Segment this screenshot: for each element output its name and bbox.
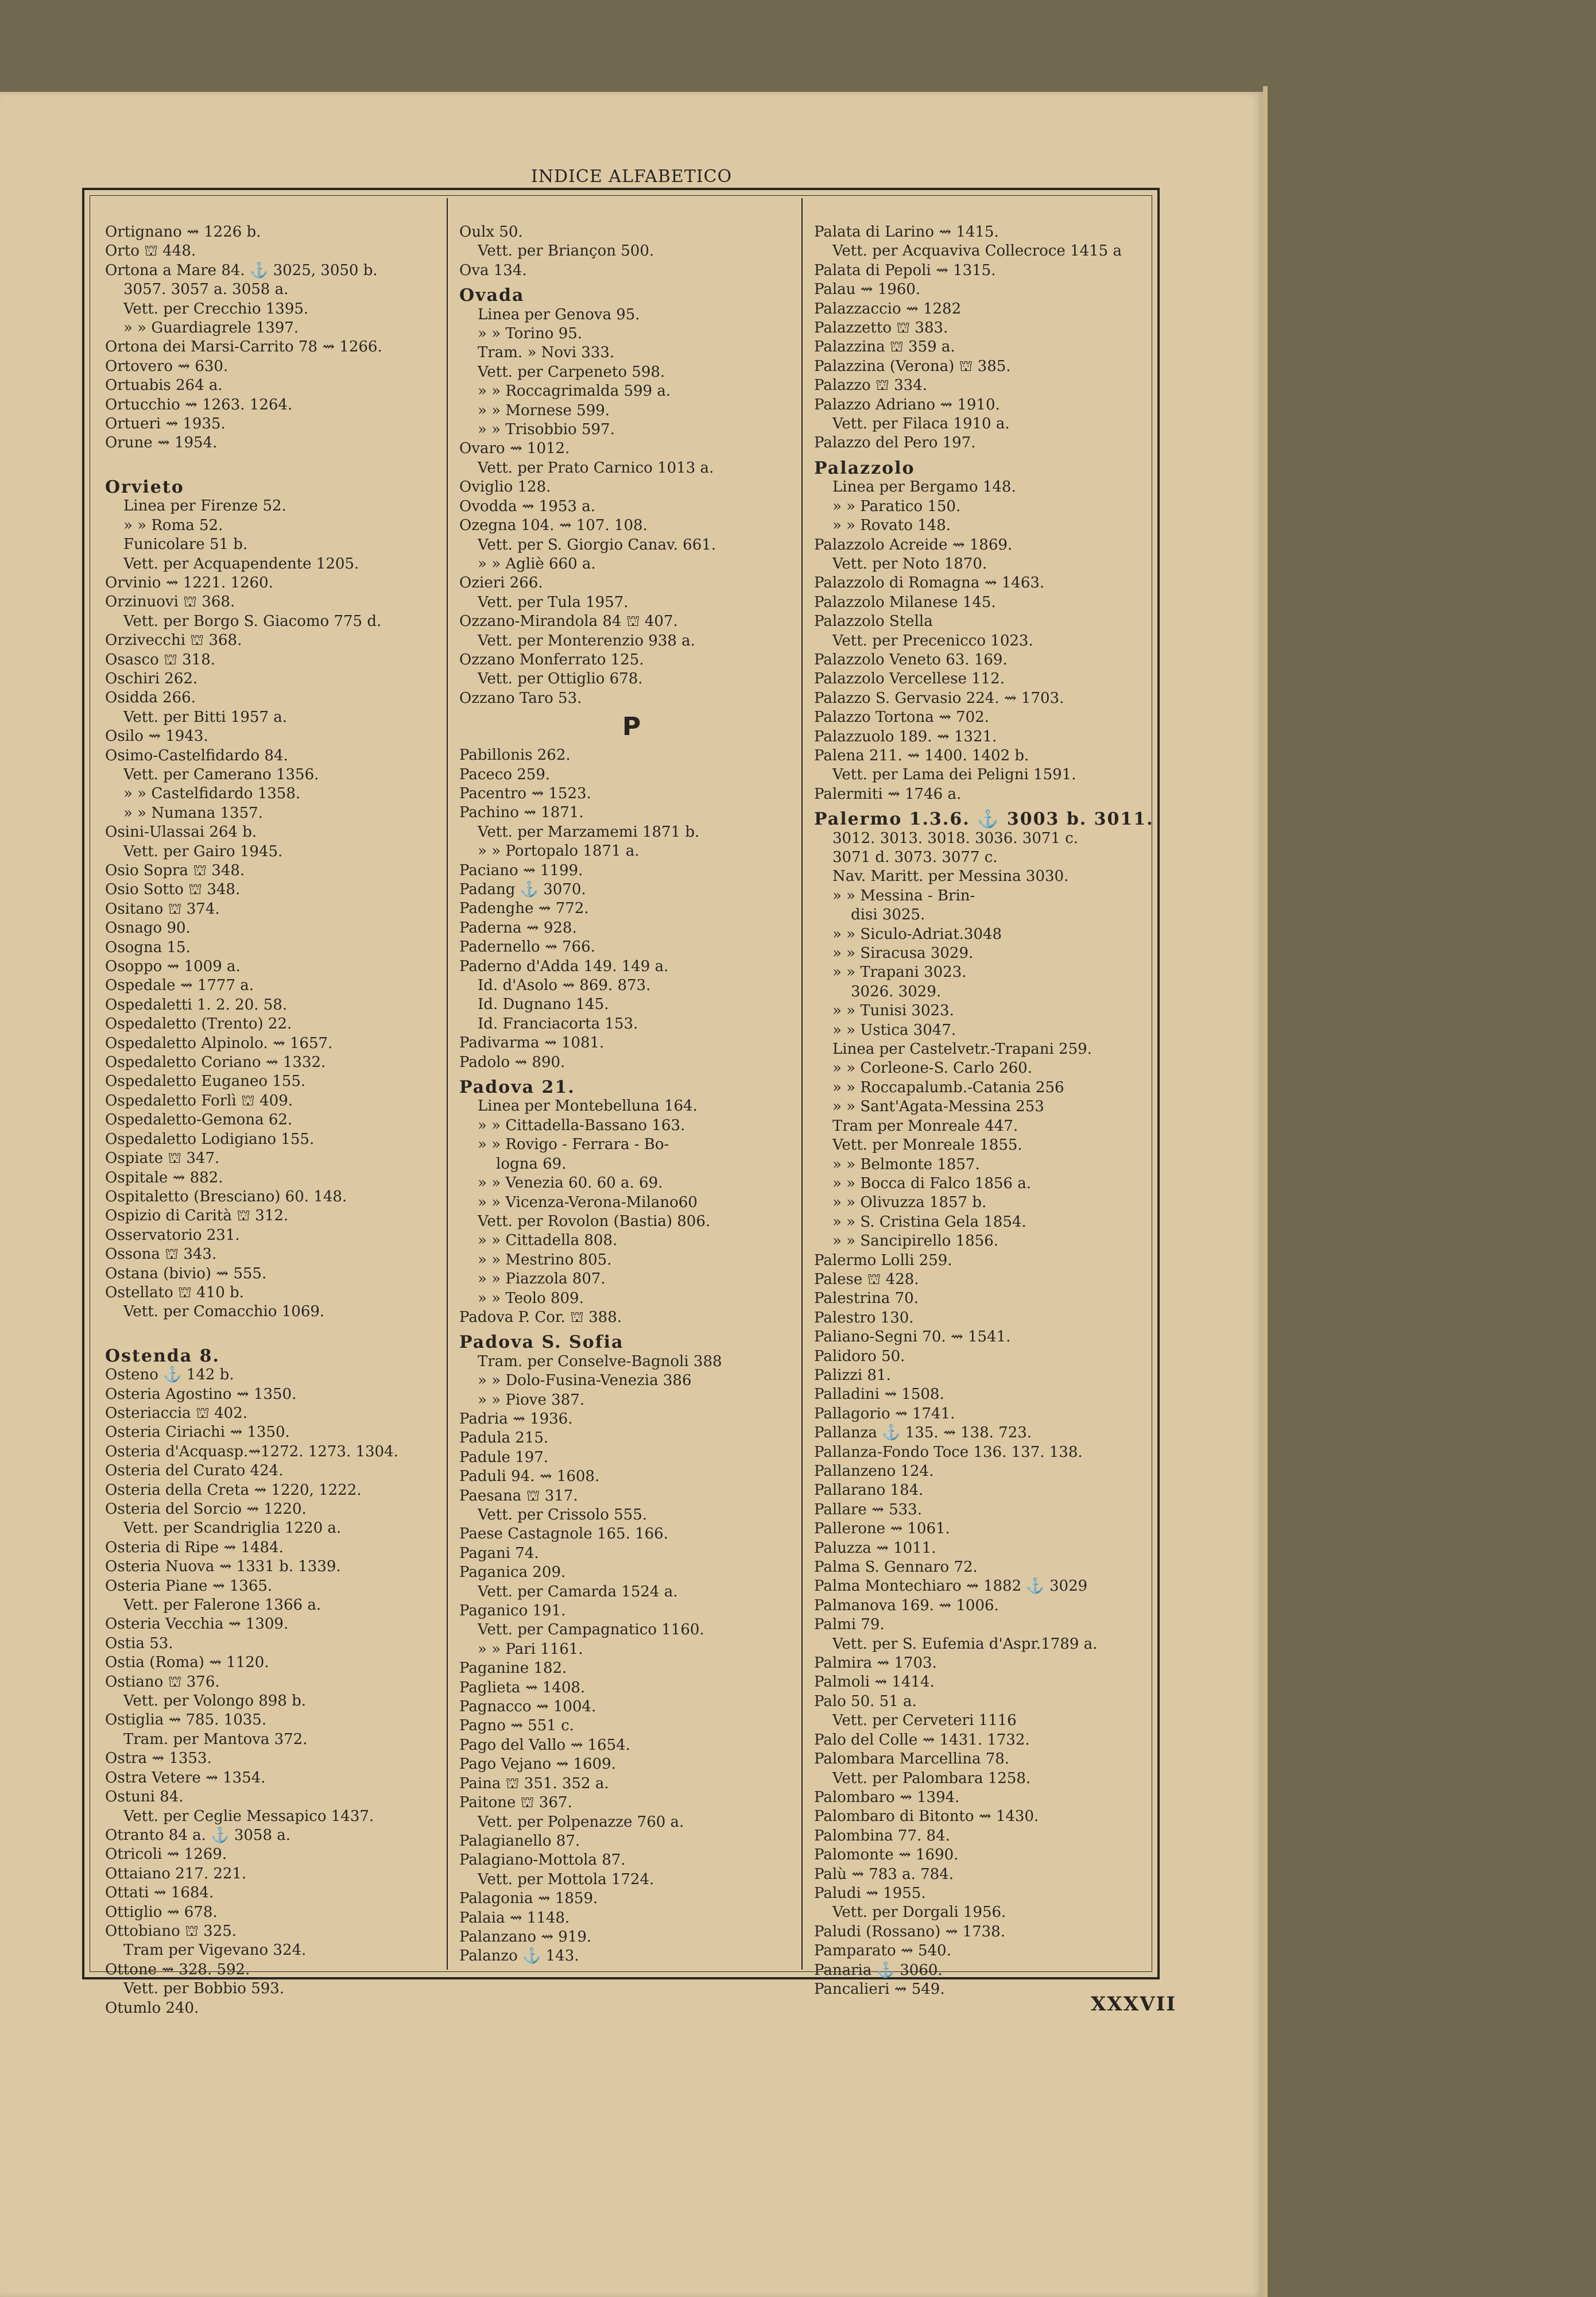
index-entry: Padria ⇝ 1936.: [459, 1410, 573, 1428]
index-entry: Palo del Colle ⇝ 1431. 1732.: [814, 1731, 1030, 1749]
section-letter: P: [622, 712, 641, 742]
index-entry: Vett. per Filaca 1910 a.: [832, 415, 1010, 433]
index-entry: Ovaro ⇝ 1012.: [459, 440, 570, 458]
index-entry: Palazzolo Milanese 145.: [814, 593, 996, 611]
index-entry: Palagianello 87.: [459, 1832, 580, 1850]
index-entry: Tram. per Conselve-Bagnoli 388: [478, 1352, 722, 1370]
index-entry: » » Rovato 148.: [832, 517, 951, 535]
index-entry: Ortueri ⇝ 1935.: [105, 415, 226, 433]
index-entry: Vett. per Monreale 1855.: [832, 1136, 1022, 1154]
index-entry: Palazzo del Pero 197.: [814, 434, 976, 452]
index-entry: Orzinuovi ⛫ 368.: [105, 593, 235, 611]
index-entry: Ostia (Roma) ⇝ 1120.: [105, 1654, 269, 1672]
index-entry: Vett. per Cerveteri 1116: [832, 1712, 1017, 1730]
index-entry: Id. d'Asolo ⇝ 869. 873.: [478, 977, 651, 995]
index-entry: Palmira ⇝ 1703.: [814, 1654, 937, 1672]
index-entry: Palazzo Adriano ⇝ 1910.: [814, 396, 1000, 413]
index-entry: Paliano-Segni 70. ⇝ 1541.: [814, 1328, 1011, 1346]
index-entry: » » Teolo 809.: [478, 1289, 584, 1307]
index-entry: Palazzina ⛫ 359 a.: [814, 338, 955, 356]
index-entry: Palata di Pepoli ⇝ 1315.: [814, 261, 996, 279]
index-entry: Palombara Marcellina 78.: [814, 1750, 1010, 1768]
index-entry: Tram per Vigevano 324.: [123, 1942, 307, 1959]
index-entry: Palmoli ⇝ 1414.: [814, 1673, 935, 1691]
index-entry: Palidoro 50.: [814, 1347, 905, 1365]
index-entry: Paglieta ⇝ 1408.: [459, 1679, 586, 1696]
index-entry: » » Numana 1357.: [123, 804, 263, 822]
index-entry: » » Trisobbio 597.: [478, 421, 615, 439]
index-entry: Osnago 90.: [105, 919, 191, 937]
index-entry: » » Siculo-Adriat.3048: [832, 925, 1002, 943]
index-entry: » » Tunisi 3023.: [832, 1002, 954, 1020]
index-entry: » » Sancipirello 1856.: [832, 1232, 999, 1250]
index-entry: Osteria del Sorcio ⇝ 1220.: [105, 1501, 307, 1518]
index-heading: Palazzolo: [814, 458, 915, 478]
index-entry: Ozegna 104. ⇝ 107. 108.: [459, 517, 648, 535]
index-entry: Palazzo ⛫ 334.: [814, 377, 928, 395]
index-entry: Pabillonis 262.: [459, 747, 571, 764]
index-entry: Paina ⛫ 351. 352 a.: [459, 1774, 609, 1792]
index-entry: Id. Franciacorta 153.: [478, 1015, 638, 1033]
index-entry: Palo 50. 51 a.: [814, 1692, 917, 1710]
index-entry: Vett. per Camerano 1356.: [123, 765, 319, 783]
index-entry: » » Portopalo 1871 a.: [478, 842, 640, 860]
index-entry: Palestrina 70.: [814, 1290, 919, 1308]
index-entry: Vett. per Polpenazze 760 a.: [478, 1813, 684, 1831]
index-entry: » » Ustica 3047.: [832, 1021, 956, 1039]
index-entry: Ostra ⇝ 1353.: [105, 1750, 212, 1768]
index-entry: Ospiate ⛫ 347.: [105, 1150, 220, 1167]
index-entry: Pallare ⇝ 533.: [814, 1501, 922, 1518]
index-entry: » » Cittadella 808.: [478, 1232, 618, 1250]
index-entry: Osteria d'Acquasp.⇝1272. 1273. 1304.: [105, 1443, 398, 1460]
index-entry: Vett. per Gairo 1945.: [123, 842, 283, 860]
index-heading: Ovada: [459, 285, 525, 306]
index-entry: disi 3025.: [851, 906, 925, 924]
index-entry: » » S. Cristina Gela 1854.: [832, 1213, 1026, 1231]
index-entry: Orune ⇝ 1954.: [105, 434, 218, 452]
index-entry: Pallagorio ⇝ 1741.: [814, 1405, 955, 1422]
index-entry: » » Piazzola 807.: [478, 1270, 606, 1288]
index-entry: Vett. per Acquaviva Collecroce 1415 a: [832, 242, 1122, 260]
index-column-1: [105, 223, 450, 2017]
index-entry: Palazzina (Verona) ⛫ 385.: [814, 357, 1011, 375]
index-entry: [105, 1322, 450, 1341]
index-entry: Vett. per Crecchio 1395.: [123, 300, 309, 318]
index-entry: Osoppo ⇝ 1009 a.: [105, 958, 241, 976]
index-entry: Vett. per Monterenzio 938 a.: [478, 632, 695, 649]
index-entry: Palena 211. ⇝ 1400. 1402 b.: [814, 747, 1029, 764]
index-entry: Vett. per Carpeneto 598.: [478, 363, 665, 381]
index-entry: Ossona ⛫ 343.: [105, 1246, 217, 1263]
index-entry: » » Sant'Agata-Messina 253: [832, 1098, 1044, 1116]
index-entry: Ottone ⇝ 328. 592.: [105, 1960, 250, 1978]
index-entry: » » Roccapalumb.-Catania 256: [832, 1078, 1064, 1096]
index-entry: Ospedale ⇝ 1777 a.: [105, 977, 254, 995]
index-entry: Ostana (bivio) ⇝ 555.: [105, 1264, 267, 1282]
index-entry: Pacentro ⇝ 1523.: [459, 784, 591, 802]
index-entry: logna 69.: [496, 1155, 567, 1173]
index-entry: Palazzo Tortona ⇝ 702.: [814, 709, 989, 726]
index-entry: Ozzano-Mirandola 84 ⛫ 407.: [459, 613, 678, 631]
index-entry: Ottiglio ⇝ 678.: [105, 1903, 218, 1921]
index-entry: Ortona a Mare 84. ⚓ 3025, 3050 b.: [105, 261, 378, 279]
index-entry: Pachino ⇝ 1871.: [459, 804, 584, 822]
index-entry: Palanzano ⇝ 919.: [459, 1928, 592, 1946]
index-entry: » » Dolo-Fusina-Venezia 386: [478, 1372, 692, 1390]
index-entry: Padova P. Cor. ⛫ 388.: [459, 1308, 622, 1326]
index-entry: » » Mornese 599.: [478, 401, 610, 419]
index-entry: Paderna ⇝ 928.: [459, 919, 577, 937]
index-entry: Palladini ⇝ 1508.: [814, 1386, 944, 1403]
index-entry: Palese ⛫ 428.: [814, 1270, 919, 1288]
index-entry: Paganico 191.: [459, 1602, 566, 1620]
page-edge: [1263, 86, 1268, 2297]
index-entry: Padivarma ⇝ 1081.: [459, 1034, 605, 1052]
index-entry: Linea per Montebelluna 164.: [478, 1097, 698, 1115]
index-entry: Ova 134.: [459, 261, 527, 279]
index-entry: Pagani 74.: [459, 1544, 539, 1562]
index-entry: Palermo Lolli 259.: [814, 1251, 952, 1269]
index-entry: Vett. per Mottola 1724.: [478, 1870, 654, 1888]
index-entry: » » Piove 387.: [478, 1391, 585, 1409]
index-entry: » » Agliè 660 a.: [478, 555, 596, 573]
index-entry: Vett. per Falerone 1366 a.: [123, 1596, 321, 1614]
index-entry: Pagnacco ⇝ 1004.: [459, 1698, 596, 1716]
index-entry: Ostuni 84.: [105, 1788, 184, 1806]
index-entry: Panaria ⚓ 3060.: [814, 1961, 943, 1979]
index-entry: » » Venezia 60. 60 a. 69.: [478, 1174, 663, 1192]
index-entry: Palau ⇝ 1960.: [814, 281, 921, 299]
index-entry: Vett. per S. Giorgio Canav. 661.: [478, 536, 716, 554]
index-entry: Palazzolo Stella: [814, 613, 933, 631]
index-entry: Palagiano-Mottola 87.: [459, 1851, 626, 1869]
index-heading: Padova S. Sofia: [459, 1332, 624, 1353]
index-entry: Vett. per Noto 1870.: [832, 555, 987, 573]
index-entry: » » Guardiagrele 1397.: [123, 319, 299, 337]
index-entry: Ostiglia ⇝ 785. 1035.: [105, 1711, 267, 1729]
index-entry: Ospedaletti 1. 2. 20. 58.: [105, 996, 288, 1014]
index-entry: Ospedaletto Euganeo 155.: [105, 1073, 306, 1091]
index-entry: Vett. per Lama dei Peligni 1591.: [832, 766, 1076, 784]
index-entry: Pallarano 184.: [814, 1482, 924, 1499]
index-entry: Ostra Vetere ⇝ 1354.: [105, 1769, 266, 1786]
index-entry: Otricoli ⇝ 1269.: [105, 1846, 227, 1863]
index-entry: Osilo ⇝ 1943.: [105, 728, 208, 745]
index-entry: Ortuabis 264 a.: [105, 377, 223, 395]
index-entry: Osimo-Castelfidardo 84.: [105, 747, 288, 764]
index-entry: Palazzuolo 189. ⇝ 1321.: [814, 728, 997, 745]
index-entry: Pallanza ⚓ 135. ⇝ 138. 723.: [814, 1424, 1032, 1442]
index-entry: Paderno d'Adda 149. 149 a.: [459, 957, 669, 975]
index-entry: Osogna 15.: [105, 938, 191, 956]
index-entry: Palazzaccio ⇝ 1282: [814, 300, 962, 318]
index-entry: Palombina 77. 84.: [814, 1827, 950, 1844]
index-entry: Osteria del Curato 424.: [105, 1462, 284, 1480]
index-entry: Palestro 130.: [814, 1309, 914, 1327]
index-entry: Osteriaccia ⛫ 402.: [105, 1404, 247, 1422]
index-entry: Palmi 79.: [814, 1616, 885, 1634]
index-entry: Orvinio ⇝ 1221. 1260.: [105, 574, 273, 591]
index-entry: 3071 d. 3073. 3077 c.: [832, 849, 998, 866]
index-entry: Palombaro ⇝ 1394.: [814, 1788, 960, 1806]
index-entry: Vett. per Crissolo 555.: [478, 1506, 648, 1523]
page-header-title: INDICE ALFABETICO: [530, 167, 733, 187]
index-entry: Oschiri 262.: [105, 670, 198, 687]
index-column-2: [459, 223, 804, 1969]
index-entry: Paganine 182.: [459, 1660, 567, 1677]
index-entry: Ortona dei Marsi-Carrito 78 ⇝ 1266.: [105, 338, 382, 356]
index-heading: Padova 21.: [459, 1077, 575, 1098]
index-entry: » » Cittadella-Bassano 163.: [478, 1116, 685, 1134]
index-entry: Osteria Piane ⇝ 1365.: [105, 1577, 273, 1595]
index-entry: Orzivecchi ⛫ 368.: [105, 632, 242, 649]
index-entry: Linea per Castelvetr.-Trapani 259.: [832, 1041, 1092, 1058]
index-entry: Palanzo ⚓ 143.: [459, 1947, 579, 1965]
index-entry: Osservatorio 231.: [105, 1226, 240, 1244]
index-entry: Padula 215.: [459, 1429, 549, 1447]
index-entry: Paganica 209.: [459, 1564, 566, 1581]
index-entry: Osteno ⚓ 142 b.: [105, 1366, 234, 1384]
index-entry: Osteria Agostino ⇝ 1350.: [105, 1385, 297, 1403]
index-entry: Palermiti ⇝ 1746 a.: [814, 785, 962, 803]
index-entry: Ospedaletto-Gemona 62.: [105, 1111, 293, 1129]
index-entry: » » Roccagrimalda 599 a.: [478, 382, 671, 400]
index-entry: Pallanza-Fondo Toce 136. 137. 138.: [814, 1443, 1083, 1461]
index-entry: Vett. per Bobbio 593.: [123, 1980, 285, 1998]
index-entry: Palata di Larino ⇝ 1415.: [814, 223, 999, 241]
index-entry: Vett. per Dorgali 1956.: [832, 1904, 1006, 1921]
index-entry: Palazzolo di Romagna ⇝ 1463.: [814, 574, 1045, 592]
index-entry: » » Messina - Brin-: [832, 887, 975, 904]
index-entry: Tram per Monreale 447.: [832, 1117, 1018, 1135]
index-entry: Vett. per Camarda 1524 a.: [478, 1583, 678, 1600]
index-entry: Osteria Nuova ⇝ 1331 b. 1339.: [105, 1558, 341, 1576]
index-entry: Osio Sotto ⛫ 348.: [105, 881, 241, 899]
index-entry: Nav. Maritt. per Messina 3030.: [832, 868, 1069, 885]
index-entry: Padolo ⇝ 890.: [459, 1053, 565, 1071]
index-entry: Vett. per Borgo S. Giacomo 775 d.: [123, 612, 382, 630]
index-entry: Ospedaletto Coriano ⇝ 1332.: [105, 1054, 326, 1072]
index-entry: Pallerone ⇝ 1061.: [814, 1520, 950, 1538]
index-entry: » » Castelfidardo 1358.: [123, 785, 301, 803]
index-entry: Ostiano ⛫ 376.: [105, 1673, 220, 1691]
index-entry: Osio Sopra ⛫ 348.: [105, 862, 245, 879]
index-entry: Vett. per Volongo 898 b.: [123, 1692, 307, 1710]
index-entry: Osini-Ulassai 264 b.: [105, 823, 257, 841]
index-entry: Orto ⛫ 448.: [105, 242, 196, 260]
index-entry: Osteria Vecchia ⇝ 1309.: [105, 1615, 289, 1633]
index-entry: Ospedaletto (Trento) 22.: [105, 1015, 292, 1033]
index-entry: Vett. per Acquapendente 1205.: [123, 555, 359, 573]
index-entry: Ospizio di Carità ⛫ 312.: [105, 1207, 289, 1225]
index-entry: Otranto 84 a. ⚓ 3058 a.: [105, 1826, 291, 1844]
index-entry: Paitone ⛫ 367.: [459, 1794, 572, 1812]
index-entry: Palma Montechiaro ⇝ 1882 ⚓ 3029: [814, 1577, 1088, 1595]
index-heading: Ostenda 8.: [105, 1345, 220, 1366]
index-heading: Orvieto: [105, 477, 184, 497]
index-entry: Palmanova 169. ⇝ 1006.: [814, 1596, 999, 1614]
index-entry: Funicolare 51 b.: [123, 536, 248, 554]
index-entry: Vett. per Scandriglia 1220 a.: [123, 1519, 342, 1537]
index-entry: » » Pari 1161.: [478, 1640, 583, 1658]
index-entry: » » Trapani 3023.: [832, 964, 967, 981]
index-entry: » » Roma 52.: [123, 516, 223, 534]
index-entry: Pamparato ⇝ 540.: [814, 1942, 951, 1960]
index-entry: Paciano ⇝ 1199.: [459, 861, 583, 879]
index-entry: Pallanzeno 124.: [814, 1463, 934, 1480]
index-entry: Ottobiano ⛫ 325.: [105, 1922, 237, 1940]
index-entry: Linea per Bergamo 148.: [832, 478, 1016, 496]
index-entry: » » Rovigo - Ferrara - Bo-: [478, 1136, 669, 1154]
index-entry: Vett. per Ottiglio 678.: [478, 670, 643, 688]
index-entry: Palombaro di Bitonto ⇝ 1430.: [814, 1808, 1039, 1826]
index-entry: Vett. per Prato Carnico 1013 a.: [478, 459, 714, 477]
index-entry: Pagno ⇝ 551 c.: [459, 1717, 574, 1735]
index-entry: Vett. per Briançon 500.: [478, 242, 654, 260]
index-entry: » » Vicenza-Verona-Milano60: [478, 1193, 698, 1211]
index-entry: Vett. per Marzamemi 1871 b.: [478, 823, 700, 841]
index-entry: Id. Dugnano 145.: [478, 996, 609, 1014]
index-entry: Ostellato ⛫ 410 b.: [105, 1283, 244, 1301]
index-entry: Padenghe ⇝ 772.: [459, 900, 589, 918]
index-column-3: [814, 223, 1159, 1998]
index-entry: 3026. 3029.: [851, 983, 942, 1000]
index-entry: » » Siracusa 3029.: [832, 945, 974, 962]
index-entry: Linea per Genova 95.: [478, 306, 640, 323]
index-entry: Padernello ⇝ 766.: [459, 938, 595, 956]
index-entry: Osidda 266.: [105, 689, 196, 707]
index-entry: Oulx 50.: [459, 223, 523, 241]
index-entry: Palomonte ⇝ 1690.: [814, 1846, 959, 1864]
index-entry: Ozzano Taro 53.: [459, 689, 582, 707]
index-entry: Osteria della Creta ⇝ 1220, 1222.: [105, 1481, 362, 1499]
index-entry: Padang ⚓ 3070.: [459, 881, 586, 898]
index-entry: » » Bocca di Falco 1856 a.: [832, 1174, 1031, 1192]
index-entry: Palizzi 81.: [814, 1366, 891, 1384]
page-number: XXXVII: [1091, 1993, 1177, 2016]
index-entry: Paludi (Rossano) ⇝ 1738.: [814, 1923, 1005, 1940]
index-entry: Vett. per Precenicco 1023.: [832, 632, 1033, 649]
index-entry: Pago del Vallo ⇝ 1654.: [459, 1736, 630, 1754]
index-entry: Palù ⇝ 783 a. 784.: [814, 1865, 954, 1883]
index-entry: Otumlo 240.: [105, 1999, 199, 2017]
index-entry: Palazzo S. Gervasio 224. ⇝ 1703.: [814, 689, 1064, 707]
index-entry: Paesana ⛫ 317.: [459, 1487, 578, 1505]
index-entry: Ospedaletto Lodigiano 155.: [105, 1130, 315, 1148]
index-entry: Ositano ⛫ 374.: [105, 900, 220, 918]
index-entry: Palazzolo Veneto 63. 169.: [814, 651, 1008, 668]
index-entry: Paduli 94. ⇝ 1608.: [459, 1468, 600, 1486]
index-entry: Linea per Firenze 52.: [123, 497, 286, 515]
index-entry: Vett. per S. Eufemia d'Aspr.1789 a.: [832, 1635, 1098, 1653]
index-entry: Paceco 259.: [459, 765, 551, 783]
index-entry: Osteria di Ripe ⇝ 1484.: [105, 1538, 284, 1556]
index-entry: » » Torino 95.: [478, 325, 583, 343]
index-entry: Ostia 53.: [105, 1634, 173, 1652]
index-entry: Pago Vejano ⇝ 1609.: [459, 1755, 616, 1773]
index-entry: 3012. 3013. 3018. 3036. 3071 c.: [832, 829, 1079, 847]
index-entry: Tram. per Mantova 372.: [123, 1730, 308, 1748]
index-entry: Palma S. Gennaro 72.: [814, 1559, 978, 1576]
index-entry: Ortignano ⇝ 1226 b.: [105, 223, 261, 241]
index-heading: Palermo 1.3.6. ⚓ 3003 b. 3011.: [814, 809, 1154, 830]
index-entry: Vett. per Palombara 1258.: [832, 1769, 1031, 1787]
index-entry: Tram. » Novi 333.: [478, 344, 615, 362]
index-entry: Padule 197.: [459, 1448, 549, 1466]
index-entry: » » Paratico 150.: [832, 497, 961, 515]
index-entry: Palagonia ⇝ 1859.: [459, 1890, 598, 1908]
index-entry: Paluzza ⇝ 1011.: [814, 1539, 936, 1557]
index-entry: » » Corleone-S. Carlo 260.: [832, 1059, 1032, 1077]
index-entry: » » Belmonte 1857.: [832, 1155, 980, 1173]
index-entry: Ortovero ⇝ 630.: [105, 357, 228, 375]
index-entry: Palaia ⇝ 1148.: [459, 1909, 570, 1927]
index-entry: Ozzano Monferrato 125.: [459, 651, 644, 668]
index-entry: Vett. per Comacchio 1069.: [123, 1303, 325, 1321]
index-entry: Palazzetto ⛫ 383.: [814, 319, 948, 337]
index-entry: Ortucchio ⇝ 1263. 1264.: [105, 396, 293, 413]
index-entry: Vett. per Bitti 1957 a.: [123, 708, 288, 726]
index-entry: Ottati ⇝ 1684.: [105, 1884, 214, 1902]
index-entry: Vett. per Tula 1957.: [478, 593, 629, 611]
index-entry: » » Olivuzza 1857 b.: [832, 1194, 987, 1212]
index-entry: [105, 453, 450, 472]
index-entry: » » Mestrino 805.: [478, 1251, 612, 1269]
index-entry: Ospitaletto (Bresciano) 60. 148.: [105, 1188, 347, 1205]
index-entry: Vett. per Campagnatico 1160.: [478, 1621, 704, 1639]
index-entry: Palazzolo Acreide ⇝ 1869.: [814, 536, 1013, 554]
index-entry: Oviglio 128.: [459, 478, 551, 496]
index-entry: Ozieri 266.: [459, 574, 543, 592]
index-entry: Palazzolo Vercellese 112.: [814, 670, 1005, 688]
index-entry: Pancalieri ⇝ 549.: [814, 1980, 945, 1998]
index-entry: 3057. 3057 a. 3058 a.: [123, 281, 289, 299]
index-entry: Osasco ⛫ 318.: [105, 651, 216, 668]
index-entry: Vett. per Ceglie Messapico 1437.: [123, 1807, 374, 1825]
index-entry: Ospedaletto Forlì ⛫ 409.: [105, 1092, 293, 1109]
index-entry: Ovodda ⇝ 1953 a.: [459, 497, 595, 515]
index-entry: Ottaiano 217. 221.: [105, 1865, 247, 1882]
index-entry: Paludi ⇝ 1955.: [814, 1884, 926, 1902]
index-entry: Ospitale ⇝ 882.: [105, 1169, 223, 1186]
index-entry: Vett. per Rovolon (Bastia) 806.: [478, 1212, 711, 1230]
index-entry: Paese Castagnole 165. 166.: [459, 1525, 668, 1543]
index-entry: Osteria Ciriachi ⇝ 1350.: [105, 1424, 290, 1441]
index-entry: Ospedaletto Alpinolo. ⇝ 1657.: [105, 1034, 333, 1052]
